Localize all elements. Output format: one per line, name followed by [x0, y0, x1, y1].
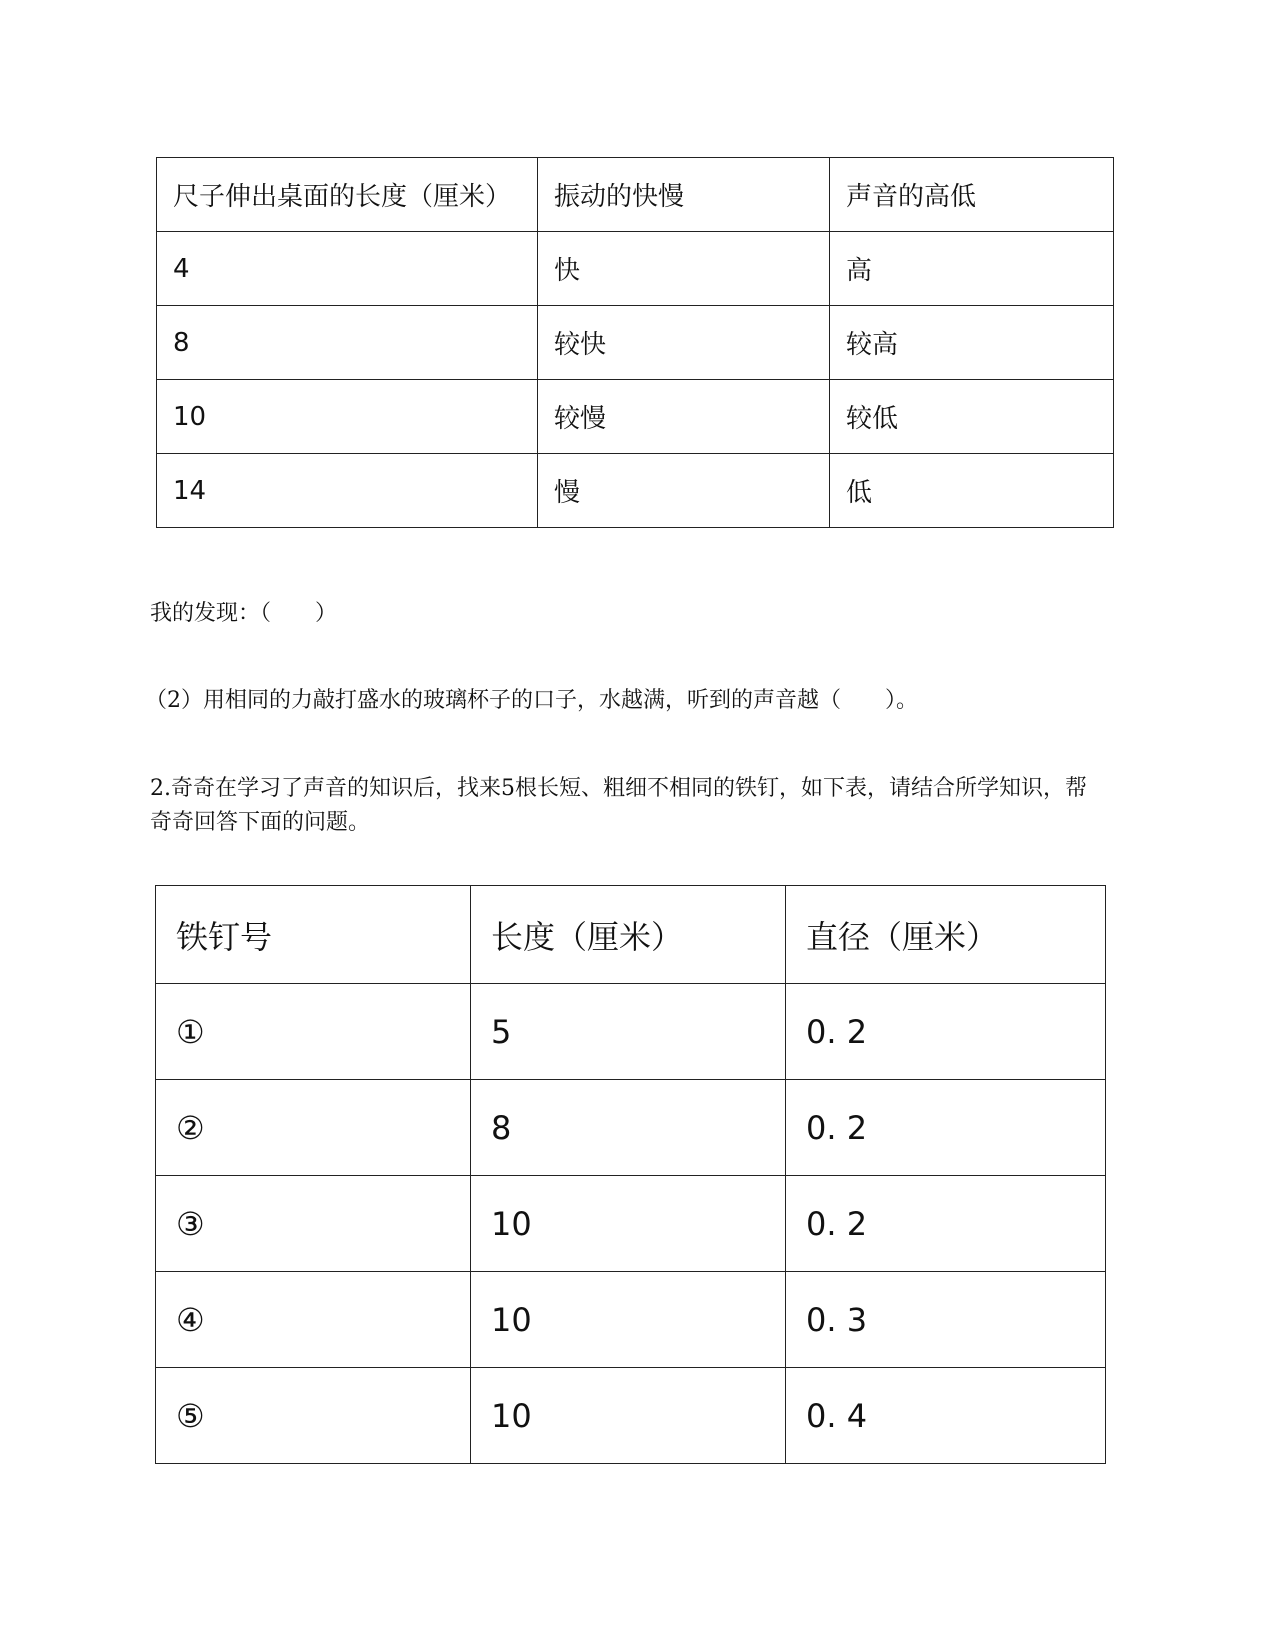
header-sound-pitch: 声音的高低 — [830, 158, 1114, 232]
nail-table — [155, 885, 1106, 1464]
cell-nail-number: ④ — [156, 1272, 471, 1368]
table-row — [156, 1368, 1106, 1464]
table-row — [157, 232, 1114, 306]
cell-nail-number: ② — [156, 1080, 471, 1176]
cell-length: 10 — [471, 1368, 786, 1464]
cell-nail-number: ③ — [156, 1176, 471, 1272]
table-row — [157, 380, 1114, 454]
cell-length: 8 — [471, 1080, 786, 1176]
question-2-subquestion: （2）用相同的力敲打盛水的玻璃杯子的口子，水越满，听到的声音越（ ）。 — [145, 688, 918, 713]
table-row — [156, 984, 1106, 1080]
cell-diameter: 0. 2 — [786, 1176, 1106, 1272]
table-header-row — [157, 158, 1114, 232]
table-row — [156, 1272, 1106, 1368]
cell-length: 5 — [471, 984, 786, 1080]
header-length: 长度（厘米） — [471, 886, 786, 984]
cell-nail-number: ① — [156, 984, 471, 1080]
cell-diameter: 0. 4 — [786, 1368, 1106, 1464]
cell-pitch: 高 — [830, 232, 1114, 306]
cell-pitch: 低 — [830, 454, 1114, 528]
table-row — [156, 1080, 1106, 1176]
table-row — [157, 454, 1114, 528]
question-2-intro: 2.奇奇在学习了声音的知识后，找来5根长短、粗细不相同的铁钉，如下表，请结合所学知识，帮奇奇回答下面的问题。 — [150, 776, 1087, 835]
table-header-row — [156, 886, 1106, 984]
ruler-vibration-table — [156, 157, 1114, 528]
header-ruler-length: 尺子伸出桌面的长度（厘米） — [157, 158, 538, 232]
cell-speed: 慢 — [538, 454, 830, 528]
cell-speed: 快 — [538, 232, 830, 306]
cell-diameter: 0. 2 — [786, 1080, 1106, 1176]
cell-pitch: 较低 — [830, 380, 1114, 454]
cell-length: 4 — [157, 232, 538, 306]
cell-length: 8 — [157, 306, 538, 380]
cell-length: 10 — [157, 380, 538, 454]
header-diameter: 直径（厘米） — [786, 886, 1106, 984]
cell-length: 14 — [157, 454, 538, 528]
cell-nail-number: ⑤ — [156, 1368, 471, 1464]
table-row — [156, 1176, 1106, 1272]
cell-diameter: 0. 2 — [786, 984, 1106, 1080]
cell-length: 10 — [471, 1176, 786, 1272]
cell-length: 10 — [471, 1272, 786, 1368]
cell-pitch: 较高 — [830, 306, 1114, 380]
header-nail-number: 铁钉号 — [156, 886, 471, 984]
table-row — [157, 306, 1114, 380]
cell-speed: 较快 — [538, 306, 830, 380]
header-vibration-speed: 振动的快慢 — [538, 158, 830, 232]
cell-diameter: 0. 3 — [786, 1272, 1106, 1368]
cell-speed: 较慢 — [538, 380, 830, 454]
finding-line: 我的发现：（ ） — [150, 601, 338, 626]
